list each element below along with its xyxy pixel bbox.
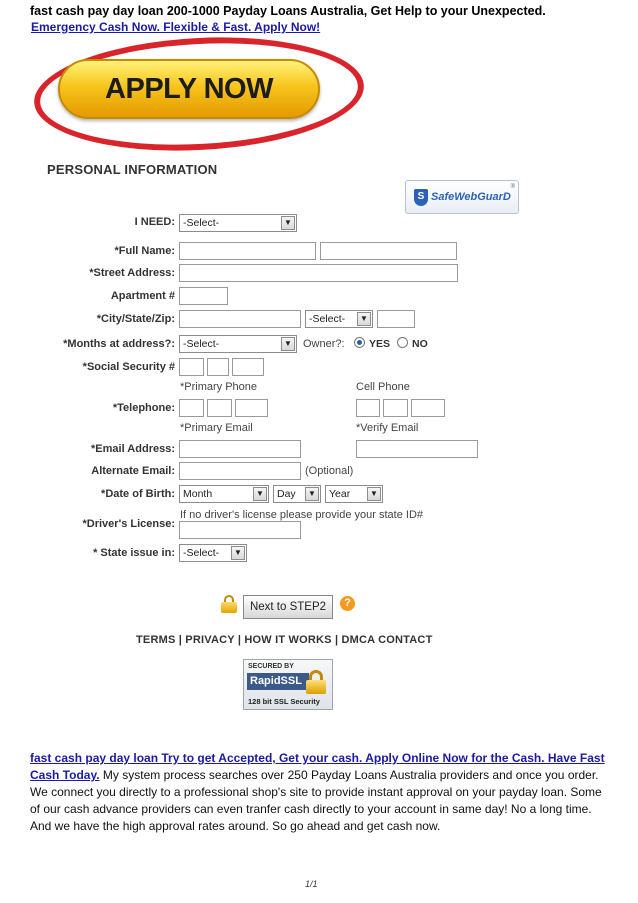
apply-now-link[interactable]: Emergency Cash Now. Flexible & Fast. Apply Now! bbox=[31, 20, 321, 34]
ssn-part2-input[interactable] bbox=[207, 358, 229, 376]
shield-icon: S bbox=[414, 189, 428, 206]
full-name-label: *Full Name: bbox=[114, 245, 175, 257]
chevron-down-icon: ▼ bbox=[305, 487, 319, 501]
state-select-value: -Select- bbox=[309, 313, 346, 325]
months-select-value: -Select- bbox=[183, 338, 220, 350]
city-state-zip-label: *City/State/Zip: bbox=[96, 313, 175, 325]
street-input[interactable] bbox=[179, 264, 458, 282]
zip-input[interactable] bbox=[377, 310, 415, 328]
owner-no-radio[interactable] bbox=[397, 337, 408, 348]
need-select[interactable] bbox=[179, 214, 297, 232]
ssl-secured-label: SECURED BY bbox=[248, 663, 294, 670]
street-label: *Street Address: bbox=[89, 267, 175, 279]
state-select[interactable] bbox=[305, 310, 373, 328]
optional-hint: (Optional) bbox=[305, 465, 354, 477]
chevron-down-icon: ▼ bbox=[281, 216, 295, 230]
ssl-bits-label: 128 bit SSL Security bbox=[248, 697, 320, 706]
primary-phone-area-input[interactable] bbox=[179, 399, 204, 417]
safe-badge-label: SafeWebGuarD bbox=[431, 191, 511, 203]
chevron-down-icon: ▼ bbox=[231, 546, 245, 560]
last-name-input[interactable] bbox=[320, 242, 457, 260]
dob-day-select[interactable] bbox=[273, 485, 321, 503]
state-issue-select[interactable] bbox=[179, 544, 247, 562]
ssl-brand-label: RapidSSL bbox=[247, 673, 309, 690]
months-label: *Months at address?: bbox=[63, 338, 175, 350]
primary-email-hint: *Primary Email bbox=[180, 422, 253, 434]
lock-icon bbox=[221, 595, 237, 613]
owner-no-label: NO bbox=[412, 338, 428, 350]
dob-day-value: Day bbox=[277, 488, 296, 500]
city-input[interactable] bbox=[179, 310, 301, 328]
license-hint: If no driver's license please provide your state ID# bbox=[180, 509, 423, 521]
chevron-down-icon: ▼ bbox=[367, 487, 381, 501]
page-title: fast cash pay day loan 200-1000 Payday Loans Australia, Get Help to your Unexpected. bbox=[30, 4, 546, 18]
owner-label: Owner?: bbox=[303, 338, 345, 350]
email-label: *Email Address: bbox=[91, 443, 175, 455]
alt-email-label: Alternate Email: bbox=[91, 465, 175, 477]
primary-phone-hint: *Primary Phone bbox=[180, 381, 258, 393]
dob-year-value: Year bbox=[329, 488, 351, 500]
dob-label: *Date of Birth: bbox=[101, 488, 175, 500]
chevron-down-icon: ▼ bbox=[357, 312, 371, 326]
ssn-part1-input[interactable] bbox=[179, 358, 204, 376]
months-select[interactable] bbox=[179, 335, 297, 353]
ssn-part3-input[interactable] bbox=[232, 358, 264, 376]
cell-phone-line-input[interactable] bbox=[411, 399, 445, 417]
dob-year-select[interactable] bbox=[325, 485, 383, 503]
next-step-button[interactable]: Next to STEP2 bbox=[243, 595, 333, 619]
primary-phone-line-input[interactable] bbox=[235, 399, 268, 417]
apartment-label: Apartment # bbox=[110, 290, 175, 302]
rapid-ssl-badge bbox=[243, 659, 333, 710]
license-input[interactable] bbox=[179, 521, 301, 539]
apply-now-button[interactable]: APPLY NOW bbox=[58, 59, 320, 119]
cell-phone-prefix-input[interactable] bbox=[383, 399, 408, 417]
email-input[interactable] bbox=[179, 440, 301, 458]
cell-phone-hint: Cell Phone bbox=[356, 381, 410, 393]
alt-email-input[interactable] bbox=[179, 462, 301, 480]
safe-web-guard-badge bbox=[405, 180, 519, 214]
cell-phone-area-input[interactable] bbox=[356, 399, 380, 417]
ssn-label: *Social Security # bbox=[82, 361, 175, 373]
verify-email-hint: *Verify Email bbox=[356, 422, 419, 434]
telephone-label: *Telephone: bbox=[112, 402, 175, 414]
primary-phone-prefix-input[interactable] bbox=[207, 399, 232, 417]
owner-yes-label: YES bbox=[369, 338, 391, 350]
chevron-down-icon: ▼ bbox=[253, 487, 267, 501]
help-icon[interactable]: ? bbox=[340, 596, 355, 611]
padlock-icon bbox=[304, 670, 328, 694]
state-issue-label: * State issue in: bbox=[93, 547, 175, 559]
need-label: I NEED: bbox=[134, 216, 175, 228]
body-text: My system process searches over 250 Payday Loans Australia providers and once you order. We connect you directly to a professional shop's site to provide instant approval on your payday loan. Some of our cash advance providers can even tranfer cash directly to your account in same day! No a long time. And we have the high approval rates around. So go ahead and get cash now. bbox=[30, 768, 602, 833]
first-name-input[interactable] bbox=[179, 242, 316, 260]
dob-month-select[interactable] bbox=[179, 485, 269, 503]
registered-icon: ® bbox=[510, 184, 515, 190]
body-link[interactable]: fast cash pay day loan Try to get Accepted, Get your cash. Apply Online Now for the Cash. Have Fast Cash Today. bbox=[30, 751, 605, 782]
license-label: *Driver's License: bbox=[82, 518, 175, 530]
state-issue-value: -Select- bbox=[183, 547, 220, 559]
apartment-input[interactable] bbox=[179, 287, 228, 305]
need-select-value: -Select- bbox=[183, 217, 220, 229]
verify-email-input[interactable] bbox=[356, 440, 478, 458]
body-paragraph bbox=[30, 750, 608, 835]
footer-links[interactable]: TERMS | PRIVACY | HOW IT WORKS | DMCA CONTACT bbox=[136, 634, 433, 646]
owner-yes-radio[interactable] bbox=[354, 337, 365, 348]
dob-month-value: Month bbox=[183, 488, 213, 500]
section-heading: PERSONAL INFORMATION bbox=[47, 162, 218, 177]
page-number: 1/1 bbox=[305, 879, 318, 889]
chevron-down-icon: ▼ bbox=[281, 337, 295, 351]
